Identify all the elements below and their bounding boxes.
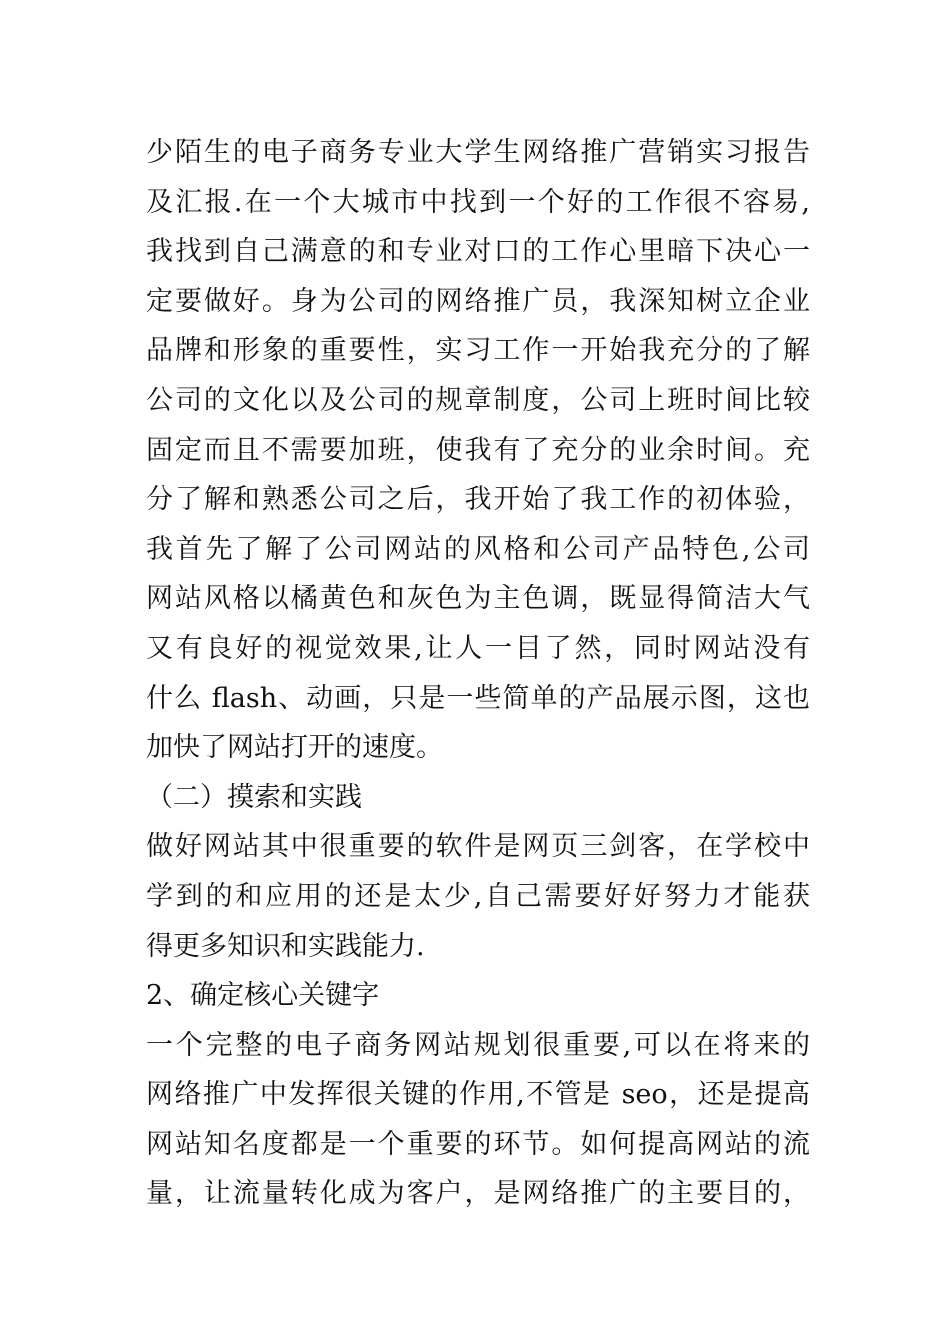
text-line: 网站知名度都是一个重要的环节。如何提高网站的流 xyxy=(146,1128,810,1160)
text-line: 我找到自己满意的和专业对口的工作心里暗下决心一 xyxy=(146,236,810,268)
text-line: 少陌生的电子商务专业大学生网络推广营销实习报告 xyxy=(146,137,810,168)
text-line: 网站风格以橘黄色和灰色为主色调，既显得简洁大气 xyxy=(146,583,810,615)
text-line: 一个完整的电子商务网站规划很重要,可以在将来的 xyxy=(146,1029,810,1061)
text-line: 得更多知识和实践能力. xyxy=(146,930,425,962)
text-line: 我首先了解了公司网站的风格和公司产品特色,公司 xyxy=(146,533,810,565)
text-line: 做好网站其中很重要的软件是网页三剑客，在学校中 xyxy=(146,831,810,863)
text-line: 量，让流量转化成为客户，是网络推广的主要目的， xyxy=(146,1178,810,1210)
text-line: 分了解和熟悉公司之后，我开始了我工作的初体验， xyxy=(146,484,810,516)
text-line: 公司的文化以及公司的规章制度，公司上班时间比较 xyxy=(146,384,810,416)
text-line: 网络推广中发挥很关键的作用,不管是 seo，还是提高 xyxy=(146,1079,810,1111)
text-line: 定要做好。身为公司的网络推广员，我深知树立企业 xyxy=(146,285,810,317)
section-heading: （二）摸索和实践 xyxy=(146,781,362,813)
text-line: 又有良好的视觉效果,让人一目了然，同时网站没有 xyxy=(146,632,810,664)
section-heading: 2、确定核心关键字 xyxy=(146,980,380,1012)
body-text xyxy=(146,128,810,1219)
text-line: 学到的和应用的还是太少,自己需要好好努力才能获 xyxy=(146,880,810,912)
text-line: 及汇报.在一个大城市中找到一个好的工作很不容易, xyxy=(146,186,810,218)
text-line: 固定而且不需要加班，使我有了充分的业余时间。充 xyxy=(146,434,810,466)
text-line: 什么 flash、动画，只是一些简单的产品展示图，这也 xyxy=(146,682,810,714)
text-line: 品牌和形象的重要性，实习工作一开始我充分的了解 xyxy=(146,335,810,367)
text-line: 加快了网站打开的速度。 xyxy=(146,732,443,764)
